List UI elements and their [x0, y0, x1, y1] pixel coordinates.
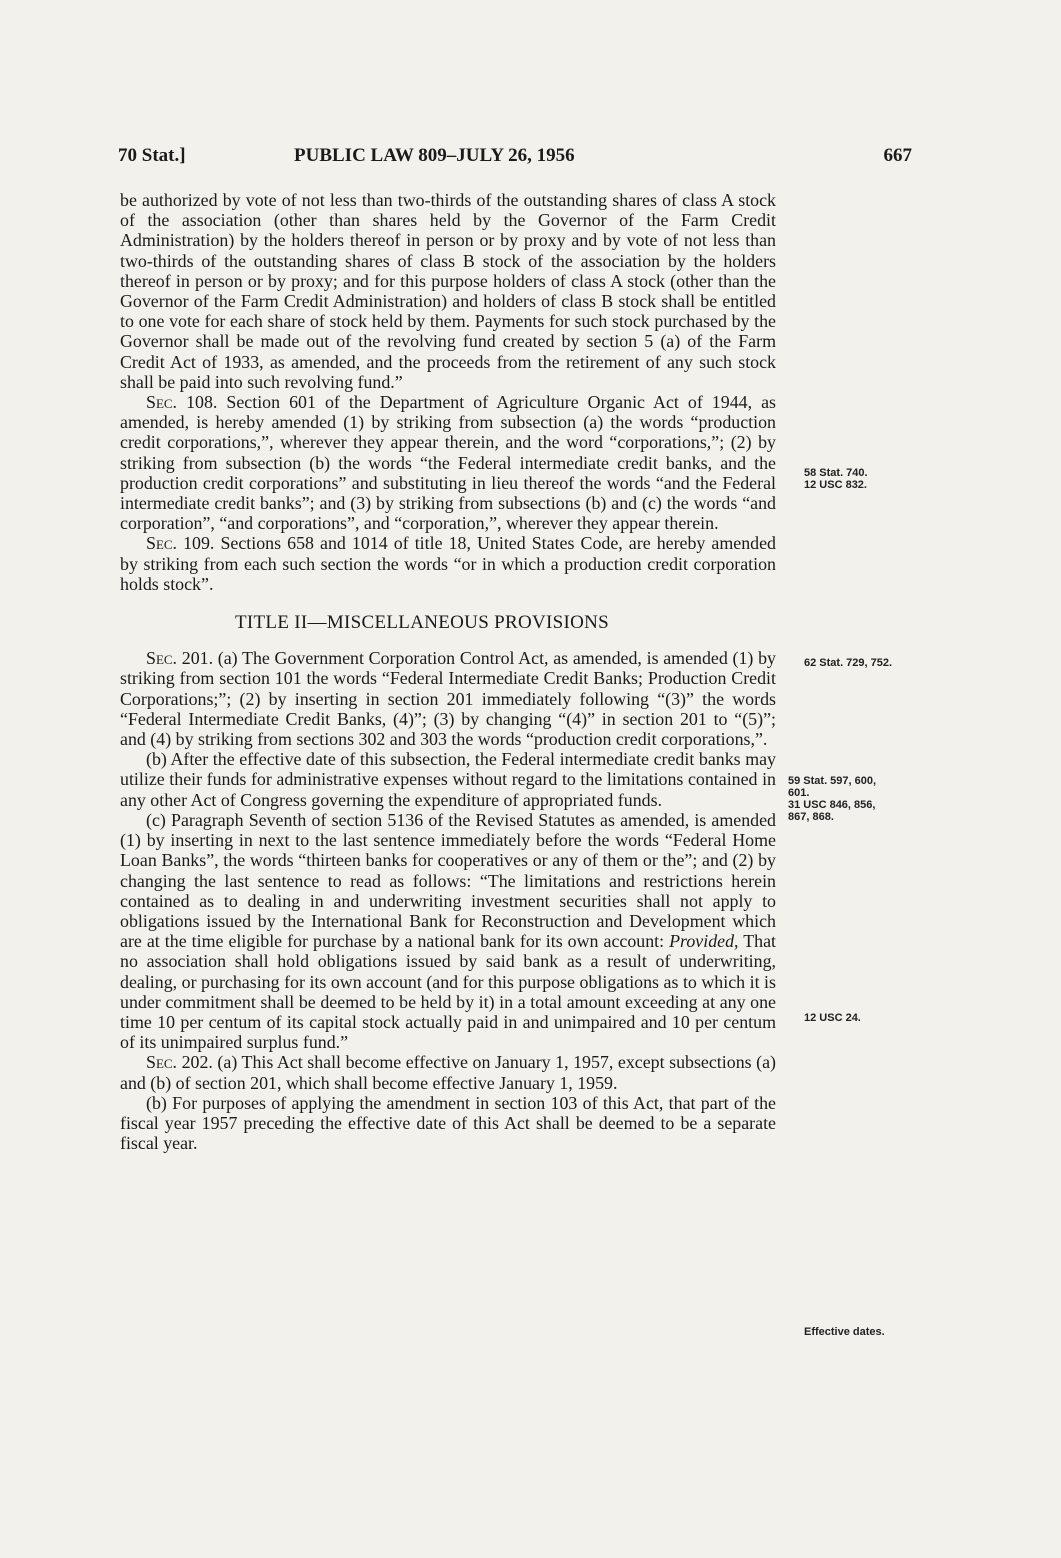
paragraph-text: 109. Sections 658 and 1014 of title 18, United States Code, are hereby amended by striking from each such section the words “or in which a production credit corporation holds stock”. — [120, 533, 776, 594]
section-label: Sec. — [146, 1052, 178, 1073]
section-201b-paragraph: (b) After the effective date of this subsection, the Federal intermediate credit banks may utilize their funds for administrative expenses without regard to the limitations contained in any other Act of Congress governing the expenditure of appropriated funds. — [120, 749, 776, 810]
margin-note-sec-109: 62 Stat. 729, 752. — [804, 657, 893, 669]
page-number: 667 — [883, 145, 912, 166]
paragraph-text: 202. (a) This Act shall become effective on January 1, 1957, except subsections (a) and (b) of section 201, which shall become effective January 1, 1959. — [120, 1052, 776, 1093]
italic-provided: Provided — [669, 931, 735, 952]
section-202a-paragraph — [120, 1052, 776, 1092]
section-201a-paragraph — [120, 648, 776, 749]
section-202b-paragraph: (b) For purposes of applying the amendment in section 103 of this Act, that part of the fiscal year 1957 preceding the effective date of this Act shall be deemed to be a separate fiscal year. — [120, 1092, 776, 1154]
section-108-paragraph — [120, 392, 776, 533]
section-label: Sec. — [146, 392, 178, 413]
paragraph-text: 201. (a) The Government Corporation Control Act, as amended, is amended (1) by striking from section 101 the words “Federal Intermediate Credit Banks; Production Credit Corporations;”; (2) by inserting in section 201 immediately following “(3)” the words “Federal Intermediate Credit Banks, (4)”; (3) by changing “(4)” in section 201 to “(5)”; and (4) by striking from sections 302 and 303 the words “production credit corporations,”. — [120, 648, 776, 750]
section-109-paragraph — [120, 533, 776, 594]
paragraph-text: 108. Section 601 of the Department of Agriculture Organic Act of 1944, as amended, is hereby amended (1) by striking from subsection (a) the words “production credit corporations,”, wherever they appear therein, and the word “corporations,”; (2) by striking from subsection (b) the words “the Federal intermediate credit banks, and the production credit corporations” and substituting in lieu thereof the words “and the Federal intermediate credit banks”; and (3) by striking from subsections (b) and (c) the words “and corporation”, “and corporations”, and “corporation,”, wherever they appear therein. — [120, 392, 776, 534]
page-header — [118, 145, 912, 169]
section-201c-paragraph — [120, 810, 776, 1052]
paragraph-text: (c) Paragraph Seventh of section 5136 of the Revised Statutes as amended, is amended (1) by inserting in next to the last sentence immediately before the words “Federal Home Loan Banks”, the words “thirteen banks for cooperatives or any of them or the”; and (2) by changing the last sentence to read as follows: “The limitations and restrictions herein contained as to dealing in and underwriting investment securities shall not apply to obligations issued by the International Bank for Reconstruction and Development which are at the time eligible for purchase by a national bank for its own account: — [120, 809, 776, 952]
margin-note-sec-201: 59 Stat. 597, 600, 601. 31 USC 846, 856, 867, 868. — [788, 775, 877, 823]
paragraph: be authorized by vote of not less than two-thirds of the outstanding shares of class A stock of the association (other than shares held by the Governor of the Farm Credit Administration) by the holders thereof in person or by proxy and by vote of not less than two-thirds of the outstanding shares of class B stock of the association by the holders thereof in person or by proxy; and for this purpose holders of class A stock (other than the Governor of the Farm Credit Administration) and holders of class B stock shall be entitled to one vote for each share of stock held by them. Payments for such stock purchased by the Governor shall be made out of the revolving fund created by section 5 (a) of the Farm Credit Act of 1933, as amended, and the proceeds from the retirement of any such stock shall be paid into such revolving fund.” — [120, 190, 776, 392]
section-label: Sec. — [146, 648, 178, 669]
header-title: PUBLIC LAW 809–JULY 26, 1956 — [294, 145, 575, 166]
margin-note-sec-108: 58 Stat. 740. 12 USC 832. — [804, 467, 868, 491]
header-volume: 70 Stat.] — [118, 145, 186, 166]
title-heading: TITLE II—MISCELLANEOUS PROVISIONS — [234, 612, 610, 634]
margin-note-effective-dates: Effective dates. — [804, 1326, 885, 1338]
margin-note-sec-201c: 12 USC 24. — [804, 1012, 861, 1024]
section-label: Sec. — [146, 533, 178, 554]
page-body — [120, 190, 776, 1153]
paragraph-text: , That no association shall hold obligations issued by said bank as a result of underwriting, dealing, or purchasing for its own account (and for this purpose obligations as to which it is under commitment shall be deemed to be held by it) in a total amount exceeding at any one time 10 per centum of its capital stock actually paid in and unimpaired and 10 per centum of its unimpaired surplus fund.” — [120, 931, 776, 1053]
